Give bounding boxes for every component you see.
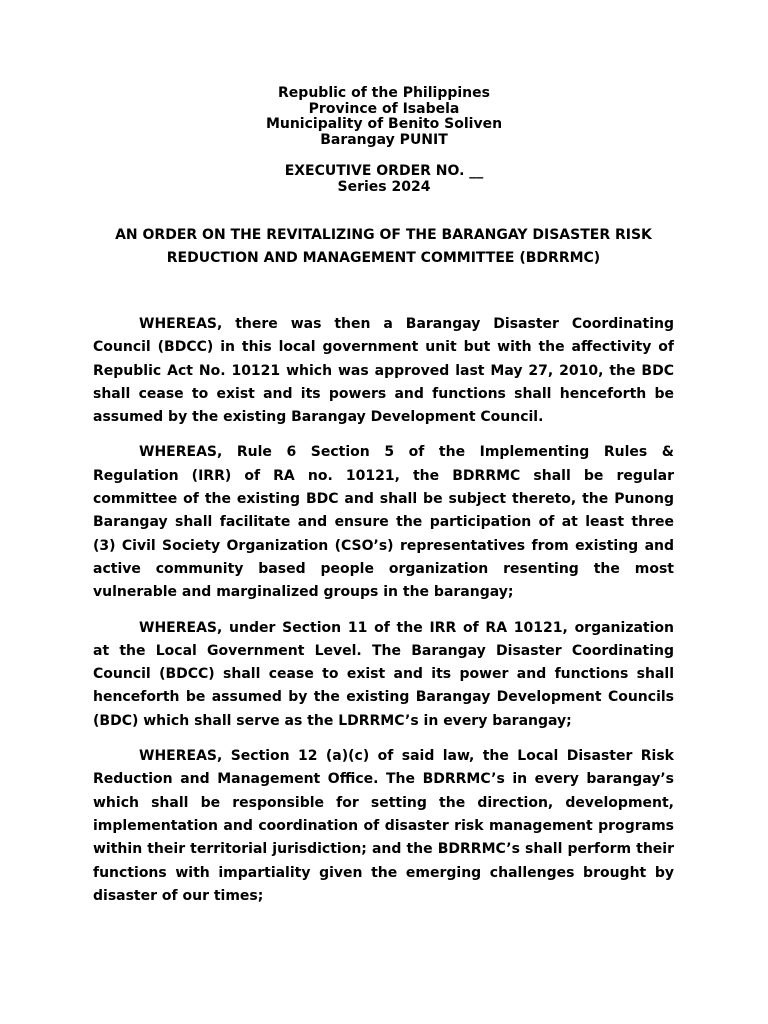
whereas-paragraph-3: WHEREAS, under Section 11 of the IRR of RA 10121, organization at the Local Government Level. The Barangay Disaster Coordinating Council (BDCC) shall cease to exist and its power and functions shall henceforth be assumed by the existing Barangay Development Councils (BDC) which shall serve as the LDRRMC’s in every barangay;	[93, 619, 674, 729]
document-title	[93, 224, 674, 270]
executive-order-series: Series 2024	[337, 178, 431, 195]
document-title-line-1: AN ORDER ON THE REVITALIZING OF THE BARANGAY DISASTER RISK	[115, 227, 652, 243]
whereas-paragraph-4: WHEREAS, Section 12 (a)(c) of said law, the Local Disaster Risk Reduction and Management Office. The BDRRMC’s in every barangay’s which shall be responsible for setting the direction, development, implementation and coordination of disaster risk management programs within their territorial jurisdiction; and the BDRRMC’s shall perform their functions with impartiality given the emerging challenges brought by disaster of our times;	[93, 748, 674, 904]
header-country: Republic of the Philippines	[278, 85, 490, 101]
executive-order-block	[0, 164, 768, 195]
executive-order-number: EXECUTIVE ORDER NO. __	[284, 163, 484, 179]
header-province: Province of Isabela	[308, 100, 460, 117]
whereas-paragraph-1: WHEREAS, there was then a Barangay Disaster Coordinating Council (BDCC) in this local government unit but with the affectivity of Republic Act No. 10121 which was approved last May 27, 2010, the BDC shall cease to exist and its powers and functions shall henceforth be assumed by the existing Barangay Development Council.	[93, 316, 674, 426]
document-body	[93, 313, 674, 920]
whereas-paragraph-2: WHEREAS, Rule 6 Section 5 of the Implementing Rules & Regulation (IRR) of RA no. 10121, the BDRRMC shall be regular committee of the existing BDC and shall be subject thereto, the Punong Barangay shall facilitate and ensure the participation of at least three (3) Civil Society Organization (CSO’s) representatives from existing and active community based people organization resenting the most vulnerable and marginalized groups in the barangay;	[93, 444, 674, 601]
header-municipality: Municipality of Benito Soliven	[265, 116, 503, 132]
header-barangay: Barangay PUNIT	[320, 131, 448, 148]
document-title-line-2: REDUCTION AND MANAGEMENT COMMITTEE (BDRRMC)	[166, 250, 601, 266]
document-header	[0, 86, 768, 148]
